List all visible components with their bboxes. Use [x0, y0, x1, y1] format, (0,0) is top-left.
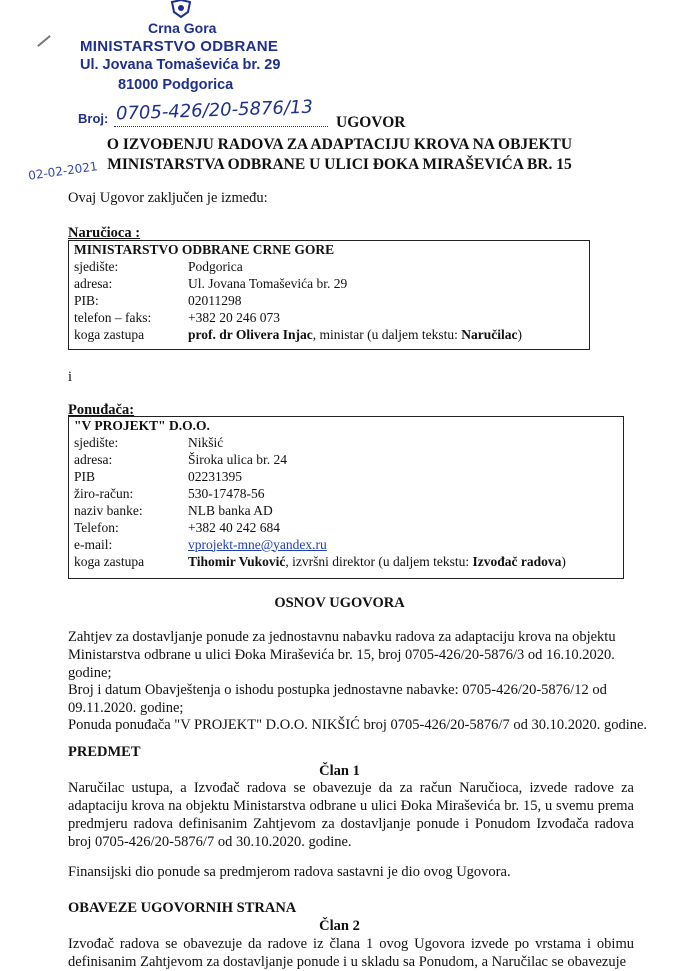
document-subtitle-line-2: MINISTARSTVA ODBRANE U ULICI ĐOKA MIRAŠEVIĆA BR. 15: [107, 156, 572, 173]
subject-article: Član 1: [319, 763, 360, 779]
stamp-city: 81000 Podgorica: [118, 77, 234, 93]
contractor-email-row: [70, 536, 570, 553]
stamp-street: Ul. Jovana Tomaševića br. 29: [80, 57, 281, 73]
contractor-label: Telefon:: [74, 519, 119, 535]
contractor-rep-label: koga zastupa: [74, 553, 145, 569]
contractor-rep-end: ): [561, 553, 566, 569]
obligations-paragraph-1: Izvođač radova se obavezuje da radove iz člana 1 ovog Ugovora izvede po vrstama i obimu definisanim Zahtjevom za dostavljanje ponude i u skladu sa Ponudom, a Naručilac se obavezuje: [68, 936, 634, 970]
contractor-row: [70, 485, 570, 502]
contractor-email-label: e-mail:: [74, 536, 113, 552]
contractor-value: +382 40 242 684: [188, 519, 280, 535]
contractor-label: adresa:: [74, 451, 113, 467]
contractor-rep-role: Izvođač radova: [472, 553, 562, 569]
basis-paragraph-2: Broj i datum Obavještenja o ishodu postupka jednostavne nabavke: 0705-426/20-5876/12 od 09.11.2020. godine;: [68, 682, 607, 716]
client-name: MINISTARSTVO ODBRANE CRNE GORE: [74, 241, 335, 257]
client-value: Ul. Jovana Tomaševića br. 29: [188, 275, 348, 291]
contractor-email-link[interactable]: vprojekt-mne@yandex.ru: [188, 536, 327, 552]
contractor-label: naziv banke:: [74, 502, 143, 518]
intro-text: Ovaj Ugovor zaključen je između:: [68, 190, 268, 206]
contractor-row: [70, 451, 570, 468]
obligations-article: Član 2: [319, 918, 360, 934]
pen-mark: [37, 35, 51, 47]
contractor-label: žiro-račun:: [74, 485, 134, 501]
client-rep-end: ): [517, 326, 522, 342]
client-row: [70, 309, 526, 326]
client-rep-label: koga zastupa: [74, 326, 145, 342]
contractor-value: 530-17478-56: [188, 485, 265, 501]
client-rep-name: prof. dr Olivera Injac: [188, 326, 313, 342]
contractor-name: "V PROJEKT" D.O.O.: [74, 417, 210, 433]
contractor-value: 02231395: [188, 468, 242, 484]
conjunction: i: [68, 369, 73, 385]
subject-paragraph-1: Naručilac ustupa, a Izvođač radova se obavezuje da za račun Naručioca, izvede radove za adaptaciju krova na objektu Ministarstva odbrane u ulici Đoka Miraševića br. 15, u svemu prema predmjeru radova definisanim Zahtjevom za dostavljanje ponude i Ponudom Izvođača radova broj 0705-426/20-5876/7 od 30.10.2020. godine.: [68, 780, 634, 850]
subject-paragraph-2: Finansijski dio ponude sa predmjerom radova sastavni je dio ovog Ugovora.: [68, 864, 511, 880]
received-date-stamp: 02-02-2021: [27, 159, 99, 183]
stamp-country: Crna Gora: [148, 20, 217, 36]
client-label: sjedište:: [74, 258, 119, 274]
contractor-rep-mid: , izvršni direktor (u daljem tekstu:: [285, 553, 473, 569]
contractor-row: [70, 519, 570, 536]
client-value: Podgorica: [188, 258, 243, 274]
contractor-label: sjedište:: [74, 434, 119, 450]
client-rep-role: Naručilac: [461, 326, 518, 342]
client-heading: Naručioca :: [68, 225, 141, 241]
contractor-rep-name: Tihomir Vuković: [188, 553, 286, 569]
document-title: UGOVOR: [336, 114, 406, 131]
stamp-broj-label: Broj:: [78, 111, 109, 126]
obligations-heading: OBAVEZE UGOVORNIH STRANA: [68, 900, 297, 916]
client-label: telefon – faks:: [74, 309, 152, 325]
client-value: 02011298: [188, 292, 242, 308]
basis-heading: OSNOV UGOVORA: [274, 595, 405, 611]
registration-underline: [114, 126, 328, 127]
client-row: [70, 258, 526, 275]
client-rep-mid: , ministar (u daljem tekstu:: [312, 326, 462, 342]
client-row: [70, 292, 526, 309]
contractor-value: NLB banka AD: [188, 502, 273, 518]
basis-paragraph-1: Zahtjev za dostavljanje ponude za jednostavnu nabavku radova za adaptaciju krova na objektu Ministarstva odbrane u ulici Đoka Miraševića br. 15, broj 0705-426/20-5876/3 od 16.10.2020. godine;: [68, 629, 616, 681]
client-label: PIB:: [74, 292, 99, 308]
client-label: adresa:: [74, 275, 113, 291]
contractor-value: Široka ulica br. 24: [188, 451, 287, 467]
contractor-value: Nikšić: [188, 434, 224, 450]
stamp-ministry: MINISTARSTVO ODBRANE: [80, 38, 279, 55]
contractor-row: [70, 502, 570, 519]
contractor-row: [70, 434, 570, 451]
client-row: [70, 275, 526, 292]
contractor-rep-row: [70, 553, 570, 570]
client-value: +382 20 246 073: [188, 309, 280, 325]
registration-number: 0705-426/20-5876/13: [115, 96, 314, 125]
contractor-heading: Ponuđača:: [68, 402, 135, 418]
client-rep-row: [70, 326, 526, 343]
subject-heading: PREDMET: [68, 744, 141, 760]
contractor-table: [70, 417, 570, 570]
client-table: [70, 241, 526, 343]
document-subtitle-line-1: O IZVOĐENJU RADOVA ZA ADAPTACIJU KROVA NA OBJEKTU: [106, 136, 573, 153]
contractor-row: [70, 468, 570, 485]
contractor-label: PIB: [74, 468, 96, 484]
basis-paragraph-3: Ponuda ponuđača "V PROJEKT" D.O.O. NIKŠIĆ broj 0705-426/20-5876/7 od 30.10.2020. godine.: [68, 717, 648, 733]
coat-of-arms-icon: [170, 0, 192, 18]
